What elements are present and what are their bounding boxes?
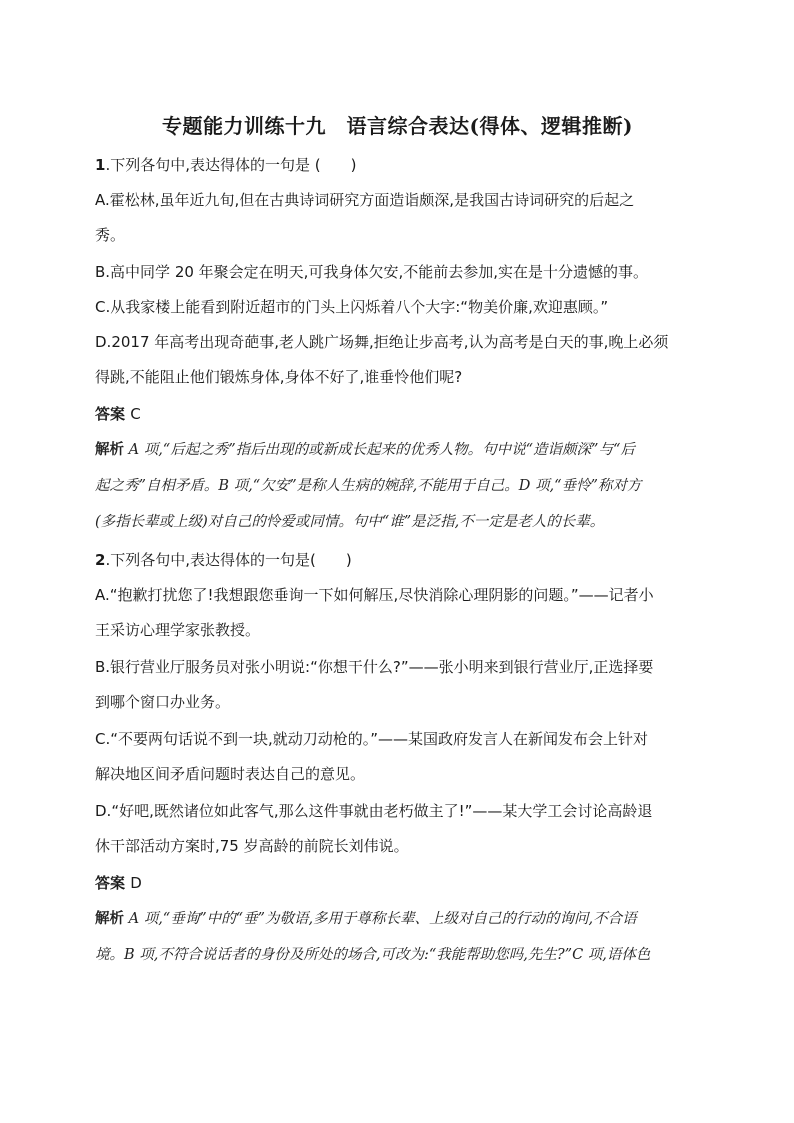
question-2-option-b-line2: 到哪个窗口办业务。 [95, 693, 231, 711]
question-2-answer-value: D [130, 874, 142, 892]
question-2-option-b-line1: B.银行营业厅服务员对张小明说:“你想干什么?”——张小明来到银行营业厅,正选择要 [95, 658, 654, 676]
question-2-number: 2 [95, 551, 106, 569]
question-2-option-c-line1: C.“不要两句话说不到一块,就动刀动枪的。”——某国政府发言人在新闻发布会上针对 [95, 730, 649, 748]
question-1-explanation-line3: (多指长辈或上级)对自己的怜爱或同情。句中“谁”是泛指,不一定是老人的长辈。 [95, 514, 605, 530]
question-1-number: 1 [95, 156, 106, 174]
question-1-explanation-line2: 起之秀”自相矛盾。B 项,“欠安”是称人生病的婉辞,不能用于自己。D 项,“垂怜”称对方 [95, 478, 642, 494]
question-2-option-a-line2: 王采访心理学家张教授。 [95, 621, 261, 639]
question-1-explanation-line1: 解析 A 项,“后起之秀”指后出现的或新成长起来的优秀人物。句中说“造诣颇深”与“后 [95, 442, 635, 458]
question-2-explanation-line1: 解析 A 项,“垂询”中的“垂”为敬语,多用于尊称长辈、上级对自己的行动的询问,不合语 [95, 911, 637, 927]
question-1-answer-value: C [130, 405, 141, 423]
question-1-option-d-line1: D.2017 年高考出现奇葩事,老人跳广场舞,拒绝让步高考,认为高考是白天的事,晚上必须 [95, 333, 669, 351]
question-2-explanation-line2: 境。B 项,不符合说话者的身份及所处的场合,可改为:“我能帮助您吗,先生?”C 项,语体色 [95, 947, 651, 963]
question-2-option-d-line1: D.“好吧,既然诸位如此客气,那么这件事就由老朽做主了!”——某大学工会讨论高龄退 [95, 802, 653, 820]
question-2-answer: 答案 D [95, 874, 142, 892]
page-title: 专题能力训练十九 语言综合表达(得体、逻辑推断) [162, 114, 633, 138]
question-2-option-d-line2: 休干部活动方案时,75 岁高龄的前院长刘伟说。 [95, 837, 409, 855]
question-1-answer: 答案 C [95, 405, 141, 423]
question-2-option-c-line2: 解决地区间矛盾问题时表达自己的意见。 [95, 765, 366, 783]
question-1-option-a-line1: A.霍松林,虽年近九旬,但在古典诗词研究方面造诣颇深,是我国古诗词研究的后起之 [95, 191, 635, 209]
question-1-option-c: C.从我家楼上能看到附近超市的门头上闪烁着八个大字:“物美价廉,欢迎惠顾。” [95, 298, 609, 316]
question-1-option-b: B.高中同学 20 年聚会定在明天,可我身体欠安,不能前去参加,实在是十分遗憾的事。 [95, 263, 648, 281]
question-1-stem: 1.下列各句中,表达得体的一句是 ( ) [95, 156, 357, 174]
question-1-option-d-line2: 得跳,不能阻止他们锻炼身体,身体不好了,谁垂怜他们呢? [95, 368, 463, 386]
question-2-option-a-line1: A.“抱歉打扰您了!我想跟您垂询一下如何解压,尽快消除心理阴影的问题。”——记者小 [95, 586, 654, 604]
question-1-option-a-line2: 秀。 [95, 226, 126, 244]
question-2-stem: 2.下列各句中,表达得体的一句是( ) [95, 551, 352, 569]
